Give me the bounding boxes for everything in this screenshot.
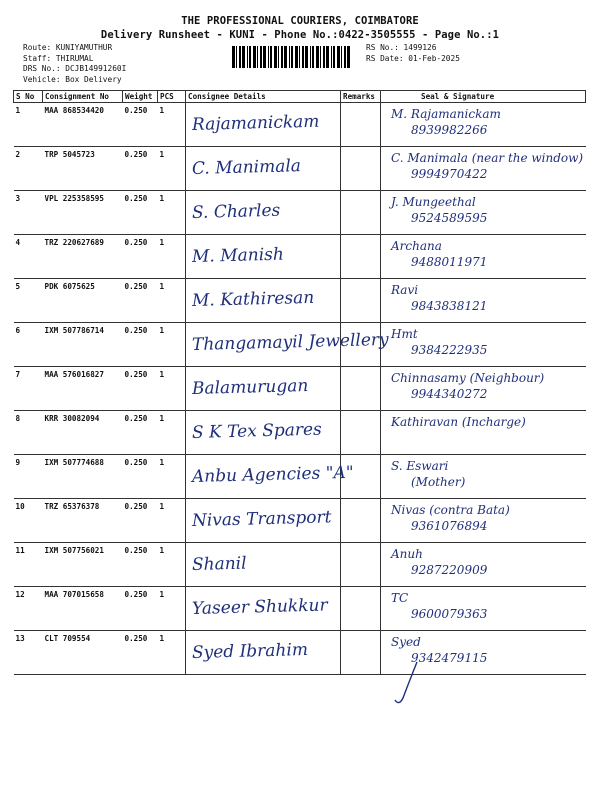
table-row (14, 279, 586, 323)
barcode-bar (299, 46, 300, 68)
cell-signature (381, 411, 586, 455)
table-row (14, 103, 586, 147)
cell-consignment-no: MAA 707015658 (43, 587, 123, 631)
barcode (232, 46, 350, 68)
cell-sno: 9 (14, 455, 43, 499)
table-header-row (14, 91, 586, 103)
handwritten-phone: 9488011971 (411, 255, 488, 269)
cell-signature (381, 587, 586, 631)
barcode-bar (232, 46, 235, 68)
handwritten-consignee-name: Shanil (191, 553, 247, 575)
handwritten-consignee-name: Thangamayil Jewellery (191, 329, 389, 355)
handwritten-phone: 8939982266 (411, 123, 488, 137)
barcode-bar (312, 46, 314, 68)
cell-remarks (341, 631, 381, 675)
barcode-bar (239, 46, 241, 68)
cell-pcs: 1 (158, 543, 186, 587)
table-row (14, 631, 586, 675)
cell-sno: 6 (14, 323, 43, 367)
barcode-bar (291, 46, 293, 68)
cell-remarks (341, 411, 381, 455)
barcode-bar (333, 46, 335, 68)
table-row (14, 235, 586, 279)
company-title: THE PROFESSIONAL COURIERS, COIMBATORE (181, 15, 419, 27)
handwritten-consignee-name: Nivas Transport (191, 507, 332, 531)
barcode-bar (281, 46, 283, 68)
handwritten-phone: 9524589595 (411, 211, 488, 225)
cell-weight: 0.250 (123, 631, 158, 675)
cell-consignee (186, 323, 389, 367)
handwritten-signature: Ravi (391, 283, 419, 297)
cell-sno: 13 (14, 631, 43, 675)
col-sno-header: S No (14, 91, 43, 103)
cell-remarks (341, 191, 381, 235)
col-consignment-header: Consignment No (43, 91, 123, 103)
handwritten-signature: C. Manimala (near the window) (391, 151, 584, 165)
barcode-bar (249, 46, 251, 68)
cell-consignee (186, 455, 354, 499)
cell-consignee (186, 191, 341, 235)
table-row (14, 323, 586, 367)
table-row (14, 587, 586, 631)
cell-consignment-no: IXM 507774688 (43, 455, 123, 499)
cell-consignee (186, 543, 341, 587)
cell-remarks (341, 543, 381, 587)
cell-remarks (341, 367, 381, 411)
handwritten-signature: S. Eswari (391, 459, 449, 473)
cell-signature (381, 147, 586, 191)
barcode-bar (320, 46, 321, 68)
cell-signature (381, 499, 586, 543)
handwritten-phone: 9384222935 (411, 343, 488, 357)
cell-sno: 11 (14, 543, 43, 587)
cell-pcs: 1 (158, 323, 186, 367)
cell-consignment-no: TRZ 220627689 (43, 235, 123, 279)
barcode-bar (278, 46, 279, 68)
table-row (14, 543, 586, 587)
runsheet-meta-left (23, 43, 126, 85)
cell-signature (381, 191, 586, 235)
table-row (14, 499, 586, 543)
cell-consignee (186, 587, 341, 631)
handwritten-signature: Hmt (391, 327, 418, 341)
cell-weight: 0.250 (123, 411, 158, 455)
cell-consignment-no: TRZ 65376378 (43, 499, 123, 543)
staff-line: Staff: THIRUMAL (23, 53, 94, 63)
rs-date-line: RS Date: 01-Feb-2025 (366, 53, 460, 63)
handwritten-phone: 9287220909 (411, 563, 488, 577)
cell-consignment-no: IXM 507756021 (43, 543, 123, 587)
cell-consignment-no: TRP 5045723 (43, 147, 123, 191)
barcode-bar (316, 46, 319, 68)
cell-consignee (186, 235, 341, 279)
cell-pcs: 1 (158, 631, 186, 675)
cell-remarks (341, 455, 381, 499)
handwritten-phone: 9944340272 (411, 387, 488, 401)
cell-weight: 0.250 (123, 367, 158, 411)
handwritten-consignee-name: M. Manish (191, 244, 285, 267)
handwritten-consignee-name: C. Manimala (191, 156, 302, 179)
cell-pcs: 1 (158, 455, 186, 499)
barcode-bar (284, 46, 287, 68)
table-row (14, 455, 586, 499)
cell-consignee (186, 499, 341, 543)
barcode-bar (260, 46, 262, 68)
cell-pcs: 1 (158, 103, 186, 147)
handwritten-phone: 9342479115 (411, 651, 488, 665)
cell-pcs: 1 (158, 499, 186, 543)
cell-remarks (341, 235, 381, 279)
barcode-bar (253, 46, 256, 68)
vehicle-line: Vehicle: Box Delivery (23, 74, 122, 84)
cell-signature (381, 543, 586, 587)
handwritten-consignee-name: S K Tex Spares (191, 419, 323, 443)
cell-sno: 5 (14, 279, 43, 323)
cell-signature (381, 103, 586, 147)
handwritten-consignee-name: Anbu Agencies "A" (191, 462, 354, 487)
table-row (14, 147, 586, 191)
handwritten-consignee-name: M. Kathiresan (191, 287, 315, 311)
barcode-bar (341, 46, 342, 68)
barcode-bar (247, 46, 248, 68)
cell-signature (381, 323, 586, 367)
table-row (14, 411, 586, 455)
barcode-bar (236, 46, 237, 68)
barcode-bar (274, 46, 277, 68)
handwritten-signature: TC (391, 591, 409, 605)
drs-number-line: DRS No.: DCJB14991260I (23, 64, 127, 73)
cell-pcs: 1 (158, 411, 186, 455)
rs-number-line: RS No.: 1499126 (366, 43, 437, 52)
cell-remarks (341, 103, 381, 147)
barcode-bar (331, 46, 332, 68)
cell-sno: 12 (14, 587, 43, 631)
cell-consignee (186, 147, 341, 191)
cell-signature (381, 455, 586, 499)
handwritten-consignee-name: S. Charles (191, 200, 281, 223)
cell-consignee (186, 279, 341, 323)
cell-weight: 0.250 (123, 103, 158, 147)
cell-sno: 7 (14, 367, 43, 411)
cell-remarks (341, 587, 381, 631)
handwritten-consignee-name: Syed Ibrahim (191, 639, 309, 663)
handwritten-signature: Kathiravan (Incharge) (391, 415, 526, 429)
barcode-bar (295, 46, 298, 68)
barcode-bar (344, 46, 346, 68)
cell-consignee (186, 103, 341, 147)
handwritten-signature: Archana (391, 239, 442, 253)
cell-signature (381, 279, 586, 323)
cell-pcs: 1 (158, 279, 186, 323)
cell-remarks (341, 279, 381, 323)
cell-weight: 0.250 (123, 455, 158, 499)
cell-sno: 3 (14, 191, 43, 235)
barcode-bar (302, 46, 304, 68)
barcode-bar (242, 46, 245, 68)
handwritten-phone: 9600079363 (411, 607, 488, 621)
barcode-bar (326, 46, 329, 68)
barcode-bar (337, 46, 340, 68)
table-row (14, 191, 586, 235)
col-pcs-header: PCS (158, 91, 186, 103)
handwritten-signature: J. Mungeethal (391, 195, 476, 209)
cell-consignment-no: PDK 6075625 (43, 279, 123, 323)
cell-weight: 0.250 (123, 147, 158, 191)
handwritten-consignee-name: Yaseer Shukkur (191, 595, 328, 619)
cell-consignee (186, 367, 341, 411)
col-consignee-header: Consignee Details (186, 91, 341, 103)
cell-pcs: 1 (158, 147, 186, 191)
cell-pcs: 1 (158, 367, 186, 411)
runsheet-table (13, 90, 586, 675)
cell-sno: 4 (14, 235, 43, 279)
cell-sno: 1 (14, 103, 43, 147)
handwritten-phone: 9843838121 (411, 299, 488, 313)
handwritten-signature: M. Rajamanickam (391, 107, 501, 121)
handwritten-consignee-name: Rajamanickam (191, 111, 320, 135)
barcode-bar (347, 46, 350, 68)
cell-pcs: 1 (158, 235, 186, 279)
cell-weight: 0.250 (123, 323, 158, 367)
handwritten-phone: (Mother) (411, 475, 466, 489)
cell-consignment-no: IXM 507786714 (43, 323, 123, 367)
col-signature-header: Seal & Signature (381, 91, 586, 103)
barcode-bar (305, 46, 308, 68)
cell-weight: 0.250 (123, 235, 158, 279)
handwritten-phone: 9361076894 (411, 519, 488, 533)
handwritten-signature: Nivas (contra Bata) (391, 503, 510, 517)
handwritten-consignee-name: Balamurugan (191, 375, 309, 399)
cell-weight: 0.250 (123, 587, 158, 631)
col-remarks-header: Remarks (341, 91, 381, 103)
barcode-bar (310, 46, 311, 68)
checkmark-icon (393, 660, 419, 706)
cell-consignee (186, 411, 341, 455)
cell-consignment-no: KRR 30082094 (43, 411, 123, 455)
cell-weight: 0.250 (123, 279, 158, 323)
cell-consignment-no: MAA 576016827 (43, 367, 123, 411)
barcode-bar (323, 46, 325, 68)
cell-remarks (341, 323, 381, 367)
cell-weight: 0.250 (123, 499, 158, 543)
cell-pcs: 1 (158, 587, 186, 631)
cell-sno: 10 (14, 499, 43, 543)
cell-remarks (341, 499, 381, 543)
cell-consignment-no: CLT 709554 (43, 631, 123, 675)
barcode-bar (270, 46, 272, 68)
cell-signature (381, 235, 586, 279)
handwritten-signature: Anuh (391, 547, 423, 561)
runsheet-meta-right (366, 43, 460, 64)
handwritten-signature: Syed (391, 635, 421, 649)
col-weight-header: Weight (123, 91, 158, 103)
handwritten-phone: 9994970422 (411, 167, 488, 181)
table-row (14, 367, 586, 411)
cell-weight: 0.250 (123, 543, 158, 587)
handwritten-signature: Chinnasamy (Neighbour) (391, 371, 545, 385)
runsheet-subtitle: Delivery Runsheet - KUNI - Phone No.:0422-3505555 - Page No.:1 (100, 29, 500, 41)
route-line: Route: KUNIYAMUTHUR (23, 43, 113, 52)
cell-consignee (186, 631, 341, 675)
cell-consignment-no: MAA 868534420 (43, 103, 123, 147)
cell-remarks (341, 147, 381, 191)
cell-sno: 2 (14, 147, 43, 191)
cell-consignment-no: VPL 225358595 (43, 191, 123, 235)
barcode-bar (263, 46, 266, 68)
barcode-bar (268, 46, 269, 68)
barcode-bar (257, 46, 258, 68)
cell-sno: 8 (14, 411, 43, 455)
cell-pcs: 1 (158, 191, 186, 235)
barcode-bar (289, 46, 290, 68)
cell-weight: 0.250 (123, 191, 158, 235)
cell-signature (381, 367, 586, 411)
